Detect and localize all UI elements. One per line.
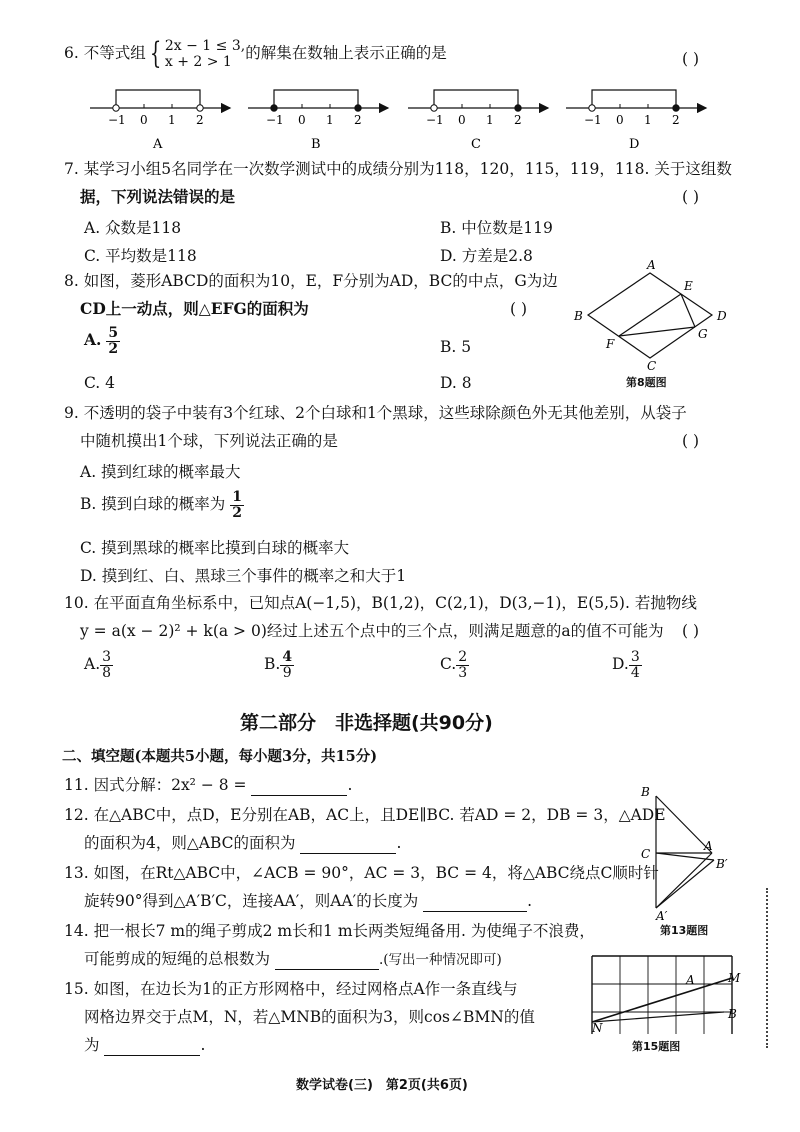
q9-option-b-fraction <box>230 490 244 520</box>
q8-answer-paren: ( ) <box>510 300 528 318</box>
q9-line1: 9. 不透明的袋子中装有3个红球、2个白球和1个黑球，这些球除颜色外无其他差别，从袋子 <box>64 404 687 422</box>
q15-fig-label-b: B <box>728 1007 737 1021</box>
open-endpoint <box>431 105 437 111</box>
q6-system <box>165 38 245 70</box>
q10-d-num: 3 <box>630 649 640 665</box>
number-line-tick-label: 2 <box>354 113 362 127</box>
number-line-tick-label: −1 <box>584 113 602 127</box>
q11-answer-blank[interactable] <box>251 776 347 796</box>
q15-fig-label-n: N <box>592 1021 603 1034</box>
section2-heading: 二、填空题(本题共5小题，每小题3分，共15分) <box>62 748 378 765</box>
q8-fig-label-b: B <box>574 309 583 323</box>
q8-fig-label-g: G <box>698 327 708 341</box>
number-line-tick-label: −1 <box>426 113 444 127</box>
q10-option-c-label: C. <box>440 655 457 674</box>
q10-line1: 10. 在平面直角坐标系中，已知点A(−1,5)，B(1,2)，C(2,1)，D(3,−1)，E(5,5). 若抛物线 <box>64 594 697 612</box>
part2-title: 第二部分 非选择题(共90分) <box>240 712 493 734</box>
q8-option-d: D. 8 <box>440 374 472 392</box>
q6-sys-line2: x + 2 > 1 <box>164 54 232 71</box>
q10-a-num: 3 <box>102 649 112 665</box>
q10-line2: y = a(x − 2)² + k(a > 0)经过上述五个点中的三个点，则满足题意的a的值不可能为 <box>80 622 664 640</box>
number-line-tick-label: 1 <box>326 113 334 127</box>
q13-fig-label-a-prime: A′ <box>656 909 668 922</box>
q10-answer-paren: ( ) <box>682 622 700 640</box>
q9-option-b-text: B. 摸到白球的概率为 <box>80 495 226 514</box>
q10-option-c <box>440 650 469 680</box>
q8-fig-label-c: C <box>647 359 657 373</box>
q12-answer-blank[interactable] <box>300 834 396 854</box>
q6-option-letter: B <box>311 137 321 152</box>
q9-b-num: 1 <box>232 489 242 505</box>
q10-option-b-label: B. <box>264 655 281 674</box>
q8-fig-label-d: D <box>717 309 727 323</box>
q10-option-b-fraction <box>280 650 294 680</box>
solution-interval-bracket <box>434 90 518 108</box>
q6-option-letter: A <box>153 137 163 152</box>
q15-fig-label-a: A <box>686 973 695 987</box>
q13-line1: 13. 如图，在Rt△ABC中，∠ACB = 90°，AC = 3，BC = 4，将△ABC绕点C顺时针 <box>64 864 659 882</box>
q8-a-den: 2 <box>108 340 119 357</box>
q13-caption: 第13题图 <box>660 924 709 937</box>
q9-option-d: D. 摸到红、白、黑球三个事件的概率之和大于1 <box>80 567 407 585</box>
closed-endpoint <box>515 105 521 111</box>
q10-option-d <box>612 650 642 680</box>
q13-fig-label-a: A <box>704 839 713 853</box>
q8-option-a-fraction <box>106 326 120 356</box>
q15-tail: . <box>200 1036 206 1054</box>
q8-option-c: C. 4 <box>84 374 116 392</box>
q9-line2: 中随机摸出1个球，下列说法正确的是 <box>80 432 338 450</box>
number-line-tick-label: 1 <box>168 113 176 127</box>
closed-endpoint <box>271 105 277 111</box>
q6-stem-pre: 不等式组 <box>83 44 146 63</box>
q8-figure-rhombus <box>570 258 750 373</box>
closed-endpoint <box>673 105 679 111</box>
q12-line2 <box>84 834 401 854</box>
q11 <box>64 776 352 796</box>
solution-interval-bracket <box>592 90 676 108</box>
q10-option-d-label: D. <box>612 655 629 674</box>
q12-line1: 12. 在△ABC中，点D，E分别在AB，AC上，且DE∥BC. 若AD = 2，DB = 3，△ADE <box>64 806 666 824</box>
number-line-tick-label: 0 <box>458 113 466 127</box>
q15-line3 <box>84 1036 205 1056</box>
number-line-tick-label: 2 <box>672 113 680 127</box>
q11-tail: . <box>347 776 353 794</box>
page-footer: 数学试卷(三) 第2页(共6页) <box>296 1078 468 1093</box>
open-endpoint <box>197 105 203 111</box>
q10-a-den: 8 <box>102 664 112 681</box>
q6-number: 6. <box>64 44 79 63</box>
q7-answer-paren: ( ) <box>682 188 700 206</box>
q8-option-b: B. 5 <box>440 338 472 356</box>
open-endpoint <box>113 105 119 111</box>
q10-b-den: 9 <box>282 664 292 681</box>
q8-fig-label-f: F <box>606 337 615 351</box>
q6-brace: { <box>149 36 162 72</box>
q11-text: 11. 因式分解：2x² − 8 = <box>64 776 247 794</box>
q7-line1: 7. 某学习小组5名同学在一次数学测试中的成绩分别为118，120，115，119，118. 关于这组数 <box>64 160 732 178</box>
open-endpoint <box>589 105 595 111</box>
q6-option-letter: D <box>629 137 640 152</box>
q6-number-lines <box>0 78 800 158</box>
q8-line1: 8. 如图，菱形ABCD的面积为10，E，F分别为AD，BC的中点，G为边 <box>64 272 558 290</box>
q12-line2-text: 的面积为4，则△ABC的面积为 <box>84 834 296 852</box>
q13-tail: . <box>527 892 533 910</box>
q8-caption: 第8题图 <box>626 376 667 389</box>
q15-line1: 15. 如图，在边长为1的正方形网格中，经过网格点A作一条直线与 <box>64 980 518 998</box>
q9-option-b <box>80 490 244 520</box>
q15-figure-grid <box>584 954 754 1034</box>
solution-interval-bracket <box>274 90 358 108</box>
binding-dotted-line <box>766 888 768 1048</box>
number-line-tick-label: 1 <box>486 113 494 127</box>
q8-a-num: 5 <box>108 325 119 341</box>
q10-option-a-label: A. <box>84 655 101 674</box>
q15-line3-text: 为 <box>84 1036 100 1054</box>
number-line-tick-label: 2 <box>196 113 204 127</box>
q15-answer-blank[interactable] <box>104 1036 200 1056</box>
q12-tail: . <box>396 834 402 852</box>
q8-option-a-label: A. <box>84 330 102 350</box>
number-line-tick-label: 0 <box>298 113 306 127</box>
q6-stem <box>64 38 447 70</box>
q6-stem-post: 的解集在数轴上表示正确的是 <box>245 44 447 63</box>
q15-caption: 第15题图 <box>632 1040 681 1053</box>
q7-option-a: A. 众数是118 <box>84 219 182 237</box>
q10-option-c-fraction <box>456 650 469 680</box>
q13-line2 <box>84 892 532 912</box>
number-line-tick-label: 0 <box>616 113 624 127</box>
q14-tail: .(写出一种情况即可) <box>378 952 502 968</box>
closed-endpoint <box>355 105 361 111</box>
q9-option-a: A. 摸到红球的概率最大 <box>80 463 241 481</box>
q13-fig-label-b: B <box>641 785 650 799</box>
q14-answer-blank[interactable] <box>275 950 379 970</box>
q6-answer-paren: ( ) <box>682 50 700 68</box>
number-line-tick-label: 2 <box>514 113 522 127</box>
q9-answer-paren: ( ) <box>682 432 700 450</box>
q10-option-d-fraction <box>629 650 642 680</box>
q7-option-d: D. 方差是2.8 <box>440 247 533 265</box>
q7-line2: 据，下列说法错误的是 <box>80 187 236 206</box>
q8-fig-label-e: E <box>684 279 693 293</box>
solution-interval-bracket <box>116 90 200 108</box>
q6-sys-line1: 2x − 1 ≤ 3, <box>164 38 246 54</box>
q15-fig-label-m: M <box>728 971 741 985</box>
q14-line2 <box>84 950 502 970</box>
q13-fig-label-b-prime: B′ <box>716 857 728 871</box>
q9-b-den: 2 <box>232 504 242 521</box>
q6-option-letter: C <box>471 137 481 152</box>
q8-line2: CD上一动点，则△EFG的面积为 <box>80 299 309 318</box>
q13-figure-triangle <box>638 782 748 922</box>
q9-option-c: C. 摸到黑球的概率比摸到白球的概率大 <box>80 539 350 557</box>
q13-fig-label-c: C <box>641 847 651 861</box>
q10-d-den: 4 <box>630 664 640 681</box>
q8-option-a <box>84 326 120 356</box>
q7-option-c: C. 平均数是118 <box>84 247 197 265</box>
q15-line2: 网格边界交于点M，N，若△MNB的面积为3，则cos∠BMN的值 <box>84 1008 535 1026</box>
q10-c-den: 3 <box>458 664 468 681</box>
q10-b-num: 4 <box>282 649 293 665</box>
q14-line2-text: 可能剪成的短绳的总根数为 <box>84 950 271 968</box>
q13-line2-text: 旋转90°得到△A′B′C，连接AA′，则AA′的长度为 <box>84 892 419 910</box>
q10-option-a <box>84 650 113 680</box>
number-line-tick-label: 0 <box>140 113 148 127</box>
q10-option-a-fraction <box>100 650 113 680</box>
number-line-tick-label: −1 <box>108 113 126 127</box>
q10-c-num: 2 <box>458 649 468 665</box>
q14-line1: 14. 把一根长7 m的绳子剪成2 m长和1 m长两类短绳备用. 为使绳子不浪费， <box>64 922 595 940</box>
q8-fig-label-a: A <box>647 258 656 272</box>
q10-option-b <box>264 650 294 680</box>
number-line-tick-label: 1 <box>644 113 652 127</box>
q7-option-b: B. 中位数是119 <box>440 219 553 237</box>
number-line-tick-label: −1 <box>266 113 284 127</box>
q13-answer-blank[interactable] <box>423 892 527 912</box>
